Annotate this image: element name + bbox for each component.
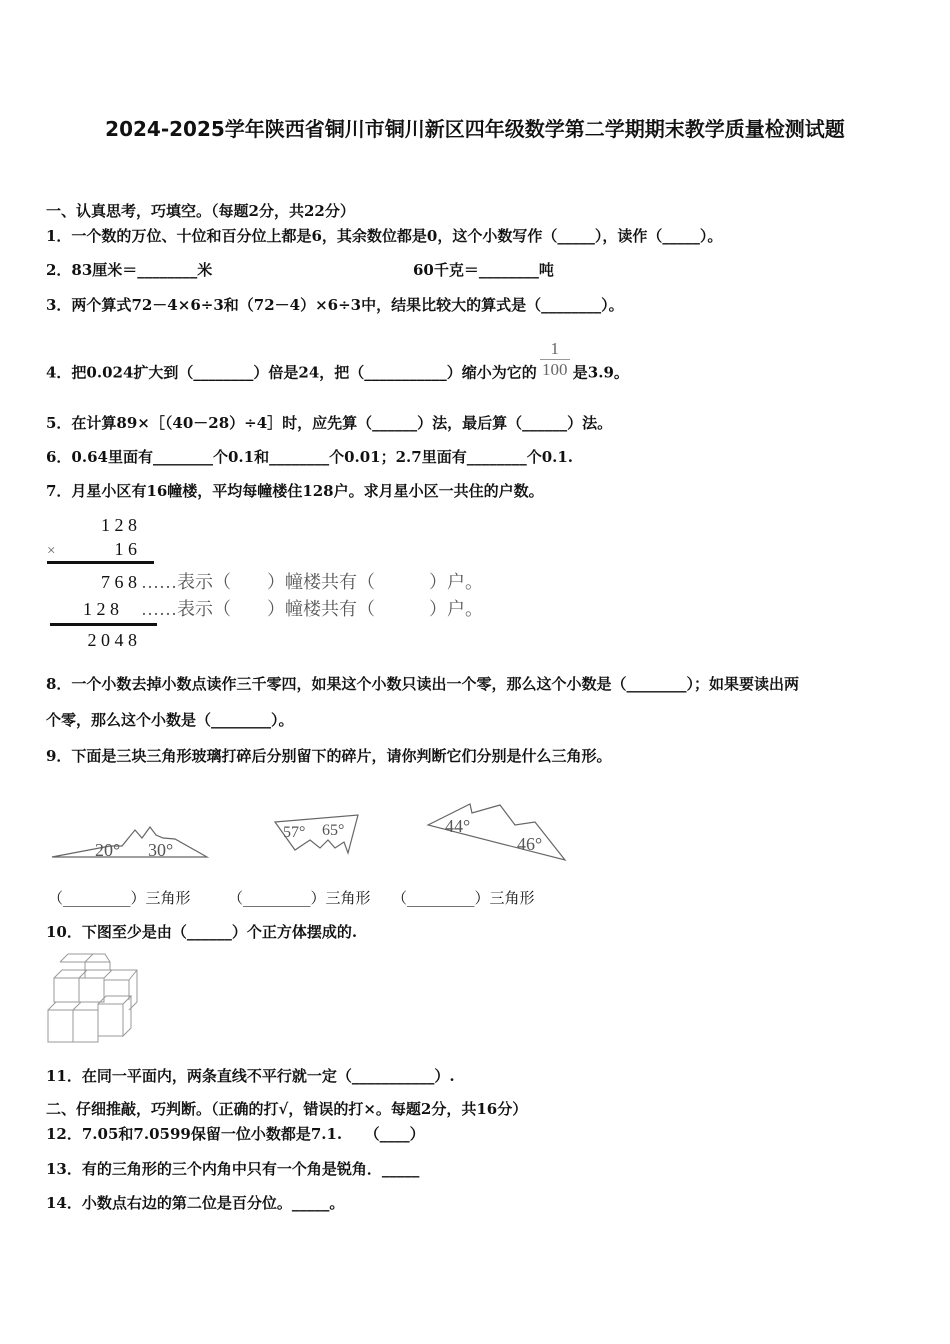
calc-partial-2: 1 2 8 (83, 599, 119, 619)
calc-multiplier: 1 6 (114, 539, 137, 559)
calc-row-partial-1 (47, 570, 483, 594)
calc-row-partial-2 (47, 597, 483, 621)
question-3: 3．两个算式72－4×6÷3和（72－4）×6÷3中，结果比较大的算式是（________）。 (46, 296, 624, 314)
angle-label: 44° (445, 816, 471, 836)
triangle-answer-1: （_________）三角形 (48, 889, 191, 907)
fraction-numerator: 1 (550, 339, 560, 358)
triangle-fragment-3 (425, 800, 570, 865)
question-2a: 2．83厘米＝________米 (46, 261, 213, 279)
question-6: 6．0.64里面有________个0.1和________个0.01；2.7里面有________个0.1. (46, 448, 574, 466)
triangle-fragment-1 (50, 820, 210, 865)
cube-stack-figure (46, 952, 142, 1047)
question-2b: 60千克＝________吨 (413, 261, 554, 279)
fraction-denominator: 100 (542, 360, 568, 379)
section-1-heading: 一、认真思考，巧填空。（每题2分，共22分） (46, 202, 355, 220)
question-14: 14．小数点右边的第二位是百分位。_____。 (46, 1194, 345, 1212)
question-12: 12．7.05和7.0599保留一位小数都是7.1. （____） (46, 1125, 425, 1143)
question-8a: 8．一个小数去掉小数点读作三千零四，如果这个小数只读出一个零，那么这个小数是（________）；如果要读出两 (46, 675, 799, 693)
triangle-answer-2: （_________）三角形 (228, 889, 371, 907)
angle-label: 57° (283, 824, 306, 841)
page-title: 2024-2025学年陕西省铜川市铜川新区四年级数学第二学期期末教学质量检测试题 (105, 117, 845, 141)
question-5: 5．在计算89×［（40－28）÷4］时，应先算（______）法，最后算（______）法。 (46, 414, 613, 432)
angle-label: 20° (95, 840, 121, 860)
calc-row-multiplier (47, 537, 137, 561)
angle-label: 65° (322, 822, 345, 839)
calc-result: 2 0 4 8 (87, 630, 137, 650)
fraction-one-hundredth (540, 340, 570, 379)
question-9: 9．下面是三块三角形玻璃打碎后分别留下的碎片，请你判断它们分别是什么三角形。 (46, 747, 612, 765)
section-2-heading: 二、仔细推敲，巧判断。（正确的打√，错误的打×。每题2分，共16分） (46, 1100, 528, 1118)
triangle-answer-3: （_________）三角形 (392, 889, 535, 907)
question-1: 1．一个数的万位、十位和百分位上都是6，其余数位都是0，这个小数写作（_____），读作（_____）。 (46, 227, 723, 245)
question-13: 13．有的三角形的三个内角中只有一个角是锐角．_____ (46, 1160, 420, 1178)
question-4-text: 4．把0.024扩大到（________）倍是24，把（___________）缩小为它的 (46, 363, 537, 382)
calc-multiplicand: 1 2 8 (101, 515, 137, 535)
question-8b: 个零，那么这个小数是（________）。 (46, 711, 294, 729)
calc-line-1 (47, 561, 154, 564)
calc-note-2: ……表示（ ）幢楼共有（ ）户。 (141, 599, 483, 619)
question-4-end: 是3.9。 (572, 363, 629, 382)
question-4 (46, 339, 629, 393)
calc-line-2 (50, 623, 157, 626)
calc-row-multiplicand (47, 513, 137, 537)
angle-label: 30° (148, 840, 174, 860)
calc-partial-1: 7 6 8 (101, 572, 137, 592)
question-7: 7．月星小区有16幢楼，平均每幢楼住128户。求月星小区一共住的户数。 (46, 482, 544, 500)
triangle-fragment-2 (270, 810, 360, 860)
question-10: 10．下图至少是由（______）个正方体摆成的. (46, 923, 358, 941)
calc-row-result (47, 628, 137, 652)
calc-times-sign: × (47, 543, 56, 559)
question-11: 11．在同一平面内，两条直线不平行就一定（___________）. (46, 1067, 455, 1085)
angle-label: 46° (517, 834, 543, 854)
calc-note-1: ……表示（ ）幢楼共有（ ）户。 (141, 572, 483, 592)
